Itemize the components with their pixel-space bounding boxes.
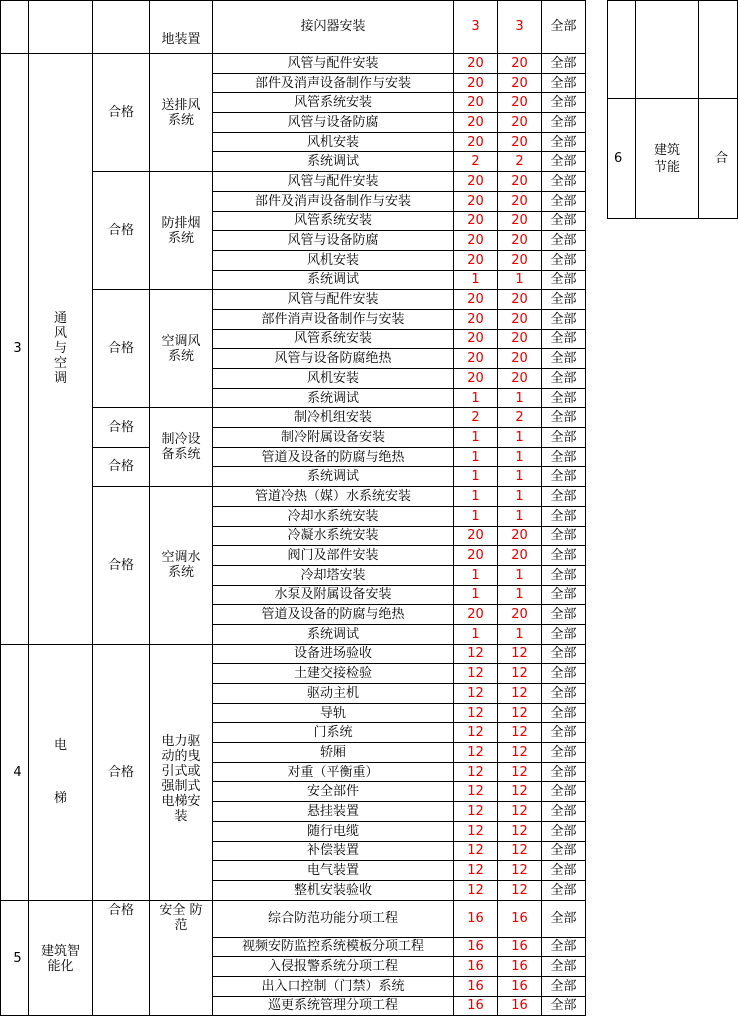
item-cell: 风管系统安装 [213, 211, 454, 231]
count-a: 20 [454, 113, 498, 133]
item-cell: 轿厢 [213, 743, 454, 763]
count-b: 12 [498, 703, 542, 723]
scope-cell: 全部 [542, 802, 586, 822]
table-row [1, 54, 586, 74]
count-b: 1 [498, 467, 542, 487]
scope-cell: 全部 [542, 900, 586, 937]
count-a: 12 [454, 861, 498, 881]
scope-cell: 全部 [542, 349, 586, 369]
scope-cell: 全部 [542, 880, 586, 900]
count-b: 1 [498, 388, 542, 408]
scope-cell: 全部 [542, 782, 586, 802]
scope-cell: 全部 [542, 506, 586, 526]
count-b: 20 [498, 546, 542, 566]
scope-cell: 全部 [542, 996, 586, 1016]
count-b: 20 [498, 349, 542, 369]
count-a: 1 [454, 506, 498, 526]
count-a: 12 [454, 684, 498, 704]
scope-cell: 全部 [542, 54, 586, 74]
item-cell: 风管系统安装 [213, 329, 454, 349]
scope-cell: 全部 [542, 329, 586, 349]
count-a: 12 [454, 782, 498, 802]
count-b: 20 [498, 309, 542, 329]
count-b: 12 [498, 782, 542, 802]
count-b: 20 [498, 132, 542, 152]
item-cell: 制冷附属设备安装 [213, 428, 454, 448]
item-cell: 土建交接检验 [213, 664, 454, 684]
count-a: 16 [454, 937, 498, 957]
count-b: 16 [498, 957, 542, 977]
count-a: 1 [454, 270, 498, 290]
scope-cell: 全部 [542, 270, 586, 290]
count-a: 1 [454, 585, 498, 605]
count-b: 20 [498, 605, 542, 625]
item-cell: 补偿装置 [213, 841, 454, 861]
count-a: 20 [454, 290, 498, 310]
quality-cell: 合格 [93, 487, 150, 645]
count-a: 12 [454, 664, 498, 684]
count-b: 20 [498, 526, 542, 546]
count-a: 12 [454, 703, 498, 723]
count-b: 20 [498, 113, 542, 133]
item-cell: 安全部件 [213, 782, 454, 802]
count-b: 12 [498, 743, 542, 763]
count-a: 1 [454, 624, 498, 644]
item-cell: 风管与配件安装 [213, 54, 454, 74]
scope-cell: 全部 [542, 467, 586, 487]
item-cell: 风机安装 [213, 132, 454, 152]
count-b: 1 [498, 270, 542, 290]
count-b: 1 [498, 506, 542, 526]
count-a: 20 [454, 191, 498, 211]
quality-cell: 合格 [93, 408, 150, 447]
scope-cell: 全部 [542, 231, 586, 251]
count-b: 12 [498, 821, 542, 841]
item-cell: 巡更系统管理分项工程 [213, 996, 454, 1016]
count-b: 20 [498, 73, 542, 93]
section-index: 6 [608, 99, 636, 219]
scope-cell: 全部 [542, 447, 586, 467]
count-a: 12 [454, 802, 498, 822]
count-b: 1 [498, 428, 542, 448]
item-cell: 驱动主机 [213, 684, 454, 704]
count-b: 20 [498, 290, 542, 310]
table-row [1, 900, 586, 937]
count-b: 20 [498, 54, 542, 74]
count-b: 3 [498, 1, 542, 54]
count-b: 20 [498, 329, 542, 349]
item-cell: 门系统 [213, 723, 454, 743]
item-cell: 制冷机组安装 [213, 408, 454, 428]
count-a: 12 [454, 762, 498, 782]
count-b: 20 [498, 93, 542, 113]
scope-cell: 全部 [542, 937, 586, 957]
side-table [607, 0, 738, 219]
item-cell: 系统调试 [213, 388, 454, 408]
scope-cell: 全部 [542, 388, 586, 408]
scope-cell: 全部 [542, 605, 586, 625]
scope-cell: 全部 [542, 644, 586, 664]
scope-cell: 全部 [542, 703, 586, 723]
count-a: 20 [454, 526, 498, 546]
count-b: 12 [498, 723, 542, 743]
subsection-name: 电力驱 动的曳 引式或 强制式 电梯安 装 [150, 644, 213, 900]
count-a: 1 [454, 565, 498, 585]
item-cell: 管道及设备的防腐与绝热 [213, 447, 454, 467]
scope-cell: 全部 [542, 762, 586, 782]
count-a: 20 [454, 546, 498, 566]
item-cell: 部件消声设备制作与安装 [213, 309, 454, 329]
count-a: 16 [454, 996, 498, 1016]
scope-cell: 全部 [542, 821, 586, 841]
item-cell: 系统调试 [213, 624, 454, 644]
count-b: 12 [498, 802, 542, 822]
count-a: 1 [454, 487, 498, 507]
scope-cell: 全部 [542, 1, 586, 54]
scope-cell: 全部 [542, 526, 586, 546]
item-cell: 风管与设备防腐绝热 [213, 349, 454, 369]
scope-cell: 全部 [542, 290, 586, 310]
item-cell: 综合防范功能分项工程 [213, 900, 454, 937]
scope-cell: 全部 [542, 369, 586, 389]
count-a: 16 [454, 976, 498, 996]
scope-cell: 全部 [542, 408, 586, 428]
scope-cell: 全部 [542, 172, 586, 192]
count-a: 20 [454, 172, 498, 192]
item-cell: 导轨 [213, 703, 454, 723]
count-a: 1 [454, 447, 498, 467]
table-row [1, 644, 586, 664]
count-b: 20 [498, 191, 542, 211]
item-cell: 整机安装验收 [213, 880, 454, 900]
item-cell: 部件及消声设备制作与安装 [213, 73, 454, 93]
quality-cell: 合格 [93, 900, 150, 1016]
count-b: 16 [498, 996, 542, 1016]
scope-cell: 全部 [542, 976, 586, 996]
count-b: 16 [498, 900, 542, 937]
count-a: 16 [454, 957, 498, 977]
item-cell: 电气装置 [213, 861, 454, 881]
quality-cell: 合 [699, 99, 738, 219]
scope-cell: 全部 [542, 585, 586, 605]
scope-cell: 全部 [542, 309, 586, 329]
item-cell: 系统调试 [213, 467, 454, 487]
quality-cell: 合格 [93, 644, 150, 900]
scope-cell: 全部 [542, 841, 586, 861]
item-cell: 风管与设备防腐 [213, 231, 454, 251]
count-b: 12 [498, 841, 542, 861]
section-name: 建筑智能化 [29, 900, 93, 1016]
scope-cell: 全部 [542, 132, 586, 152]
scope-cell: 全部 [542, 73, 586, 93]
section-name: 通 风 与 空 调 [29, 54, 93, 645]
count-b: 20 [498, 172, 542, 192]
item-cell: 冷凝水系统安装 [213, 526, 454, 546]
item-cell: 入侵报警系统分项工程 [213, 957, 454, 977]
count-b: 12 [498, 644, 542, 664]
count-a: 12 [454, 821, 498, 841]
count-a: 12 [454, 880, 498, 900]
item-cell: 设备进场验收 [213, 644, 454, 664]
count-a: 1 [454, 467, 498, 487]
count-b: 12 [498, 684, 542, 704]
quality-cell: 合格 [93, 172, 150, 290]
count-b: 1 [498, 565, 542, 585]
count-b: 16 [498, 976, 542, 996]
count-b: 20 [498, 231, 542, 251]
count-a: 20 [454, 132, 498, 152]
section-name: 建筑 节能 [636, 99, 699, 219]
scope-cell: 全部 [542, 428, 586, 448]
item-cell: 管道及设备的防腐与绝热 [213, 605, 454, 625]
subsection-name: 送排风 系统 [150, 54, 213, 172]
count-b: 1 [498, 447, 542, 467]
section-index: 4 [1, 644, 29, 900]
count-b: 12 [498, 664, 542, 684]
scope-cell: 全部 [542, 546, 586, 566]
count-a: 20 [454, 250, 498, 270]
scope-cell: 全部 [542, 191, 586, 211]
count-a: 2 [454, 152, 498, 172]
count-b: 12 [498, 861, 542, 881]
section-index: 3 [1, 54, 29, 645]
count-b: 20 [498, 211, 542, 231]
count-a: 12 [454, 644, 498, 664]
item-cell: 对重（平衡重） [213, 762, 454, 782]
count-a: 20 [454, 73, 498, 93]
count-a: 2 [454, 408, 498, 428]
count-a: 20 [454, 231, 498, 251]
subsection-name: 制冷设 备系统 [150, 408, 213, 487]
quality-cell: 合格 [93, 54, 150, 172]
count-a: 16 [454, 900, 498, 937]
count-b: 2 [498, 408, 542, 428]
count-b: 1 [498, 487, 542, 507]
count-b: 20 [498, 369, 542, 389]
item-cell: 风管系统安装 [213, 93, 454, 113]
item-cell: 风机安装 [213, 250, 454, 270]
scope-cell: 全部 [542, 861, 586, 881]
scope-cell: 全部 [542, 250, 586, 270]
count-b: 12 [498, 880, 542, 900]
item-cell: 视频安防监控系统模板分项工程 [213, 937, 454, 957]
scope-cell: 全部 [542, 957, 586, 977]
item-cell: 风管与配件安装 [213, 290, 454, 310]
count-a: 20 [454, 369, 498, 389]
scope-cell: 全部 [542, 211, 586, 231]
subsection-name: 空调风 系统 [150, 290, 213, 408]
count-a: 20 [454, 93, 498, 113]
item-cell: 出入口控制（门禁）系统 [213, 976, 454, 996]
item-cell: 冷却水系统安装 [213, 506, 454, 526]
scope-cell: 全部 [542, 565, 586, 585]
count-a: 20 [454, 605, 498, 625]
count-a: 12 [454, 723, 498, 743]
count-a: 12 [454, 841, 498, 861]
item-cell: 阀门及部件安装 [213, 546, 454, 566]
section-name: 电 梯 [29, 644, 93, 900]
count-b: 16 [498, 937, 542, 957]
subsection-name: 防排烟 系统 [150, 172, 213, 290]
count-b: 12 [498, 762, 542, 782]
item-cell: 随行电缆 [213, 821, 454, 841]
item-cell: 风机安装 [213, 369, 454, 389]
item-cell: 系统调试 [213, 270, 454, 290]
subsection-tail: 地装置 [150, 1, 213, 54]
scope-cell: 全部 [542, 487, 586, 507]
count-a: 20 [454, 309, 498, 329]
scope-cell: 全部 [542, 684, 586, 704]
count-b: 20 [498, 250, 542, 270]
count-a: 20 [454, 329, 498, 349]
count-b: 2 [498, 152, 542, 172]
item-cell: 风管与设备防腐 [213, 113, 454, 133]
count-b: 1 [498, 624, 542, 644]
scope-cell: 全部 [542, 743, 586, 763]
count-a: 1 [454, 388, 498, 408]
quality-cell: 合格 [93, 290, 150, 408]
count-a: 1 [454, 428, 498, 448]
quality-cell: 合格 [93, 447, 150, 486]
item-cell: 水泵及附属设备安装 [213, 585, 454, 605]
subsection-name: 空调水 系统 [150, 487, 213, 645]
count-a: 12 [454, 743, 498, 763]
count-a: 20 [454, 54, 498, 74]
scope-cell: 全部 [542, 93, 586, 113]
count-b: 1 [498, 585, 542, 605]
scope-cell: 全部 [542, 723, 586, 743]
item-cell: 部件及消声设备制作与安装 [213, 191, 454, 211]
section-index: 5 [1, 900, 29, 1016]
scope-cell: 全部 [542, 664, 586, 684]
subsection-name: 安全 防 范 [150, 900, 213, 1016]
count-a: 20 [454, 211, 498, 231]
item-cell: 冷却塔安装 [213, 565, 454, 585]
scope-cell: 全部 [542, 113, 586, 133]
item-cell: 系统调试 [213, 152, 454, 172]
count-a: 3 [454, 1, 498, 54]
scope-cell: 全部 [542, 152, 586, 172]
item-cell: 悬挂装置 [213, 802, 454, 822]
count-a: 20 [454, 349, 498, 369]
item-cell: 风管与配件安装 [213, 172, 454, 192]
item-cell: 管道冷热（媒）水系统安装 [213, 487, 454, 507]
scope-cell: 全部 [542, 624, 586, 644]
item-cell: 接闪器安装 [213, 1, 454, 54]
